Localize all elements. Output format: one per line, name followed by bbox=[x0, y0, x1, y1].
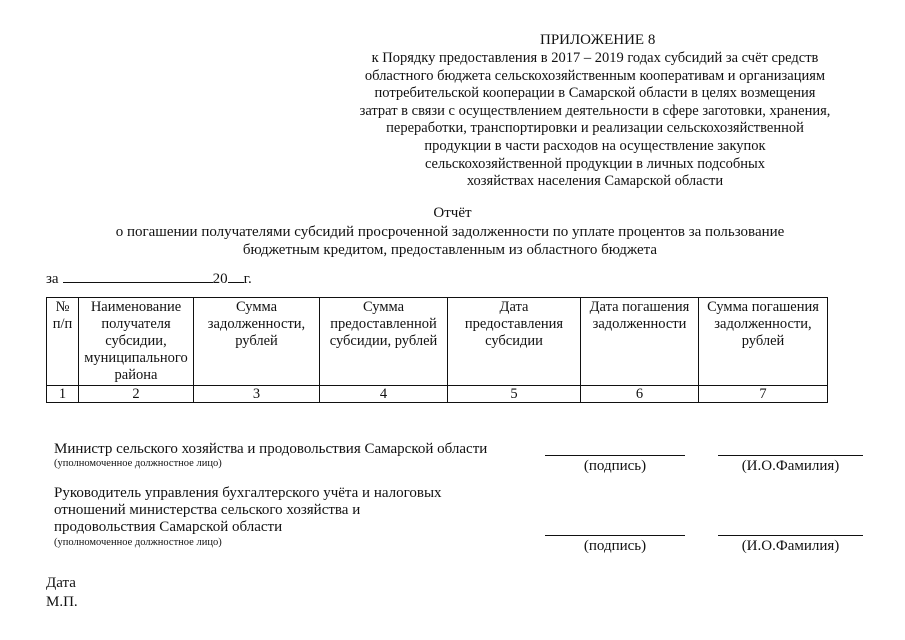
appendix-line: продукции в части расходов на осуществление закупок bbox=[424, 137, 766, 154]
report-subtitle-line: бюджетным кредитом, предоставленным из областного бюджета bbox=[242, 242, 658, 258]
period-blank-field[interactable] bbox=[63, 268, 213, 283]
column-number-cell: 1 bbox=[47, 386, 79, 403]
signatory-1-signature-label: (подпись) bbox=[583, 458, 647, 474]
signatory-2-signature-label: (подпись) bbox=[583, 538, 647, 554]
column-number-cell: 5 bbox=[448, 386, 581, 403]
signatory-2-signature-line[interactable] bbox=[545, 535, 685, 536]
period-year: 20 bbox=[212, 271, 228, 287]
header-repayment-amount: Сумма погашения задолженности, рублей bbox=[699, 298, 828, 386]
appendix-line: хозяйствах населения Самарской области bbox=[466, 173, 724, 190]
signatory-2-name-line[interactable] bbox=[718, 535, 863, 536]
appendix-line: сельскохозяйственной продукции в личных подсобных bbox=[424, 155, 766, 172]
column-number-cell: 2 bbox=[79, 386, 194, 403]
appendix-line: затрат в связи с осуществлением деятельности в сфере заготовки, хранения, bbox=[359, 102, 831, 119]
column-number-cell: 7 bbox=[699, 386, 828, 403]
signatory-2-title-line: Руководитель управления бухгалтерского учёта и налоговых bbox=[54, 485, 442, 501]
report-subtitle bbox=[95, 223, 805, 259]
appendix-line: потребительской кооперации в Самарской области в целях возмещения bbox=[374, 85, 816, 102]
appendix-line: областного бюджета сельскохозяйственным кооперативам и организациям bbox=[364, 67, 826, 84]
report-period bbox=[46, 268, 252, 288]
appendix-line: переработки, транспортировки и реализации сельскохозяйственной bbox=[386, 120, 804, 137]
signatory-1-title: Министр сельского хозяйства и продовольствия Самарской области bbox=[54, 441, 488, 457]
report-subtitle-line: о погашении получателями субсидий просроченной задолженности по уплате процентов за пользование bbox=[115, 224, 785, 240]
appendix-title: ПРИЛОЖЕНИЕ 8 bbox=[540, 32, 656, 48]
report-table bbox=[46, 297, 828, 403]
table-row bbox=[47, 386, 828, 403]
appendix-line: к Порядку предоставления в 2017 – 2019 годах субсидий за счёт средств bbox=[371, 50, 819, 66]
signatory-2-note: (уполномоченное должностное лицо) bbox=[54, 537, 222, 548]
signatory-1-name-line[interactable] bbox=[718, 455, 863, 456]
footer-block bbox=[46, 574, 78, 612]
signatory-2-name-label: (И.О.Фамилия) bbox=[741, 538, 840, 554]
column-number-cell: 4 bbox=[320, 386, 448, 403]
stamp-label: М.П. bbox=[46, 594, 78, 610]
header-recipient: Наименование получателя субсидии, муниципального района bbox=[79, 298, 194, 386]
column-number-cell: 3 bbox=[194, 386, 320, 403]
header-subsidy-date: Дата предоставления субсидии bbox=[448, 298, 581, 386]
period-year-blank-field[interactable] bbox=[228, 268, 244, 283]
signatory-2-title bbox=[54, 485, 442, 536]
appendix-description bbox=[330, 50, 860, 191]
header-number: № п/п bbox=[47, 298, 79, 386]
report-title: Отчёт bbox=[433, 205, 472, 221]
period-suffix: г. bbox=[243, 271, 252, 287]
date-label: Дата bbox=[46, 575, 76, 591]
signatory-1-note: (уполномоченное должностное лицо) bbox=[54, 458, 222, 469]
signatory-1-signature-line[interactable] bbox=[545, 455, 685, 456]
header-repayment-date: Дата погашения задолженности bbox=[581, 298, 699, 386]
header-debt-amount: Сумма задолженности, рублей bbox=[194, 298, 320, 386]
signatory-2-title-line: отношений министерства сельского хозяйства и bbox=[54, 502, 361, 518]
signatory-1-name-label: (И.О.Фамилия) bbox=[741, 458, 840, 474]
column-number-cell: 6 bbox=[581, 386, 699, 403]
period-prefix: за bbox=[46, 271, 59, 287]
header-subsidy-amount: Сумма предоставленной субсидии, рублей bbox=[320, 298, 448, 386]
signatory-2-title-line: продовольствия Самарской области bbox=[54, 519, 283, 535]
table-header-row bbox=[47, 298, 828, 386]
